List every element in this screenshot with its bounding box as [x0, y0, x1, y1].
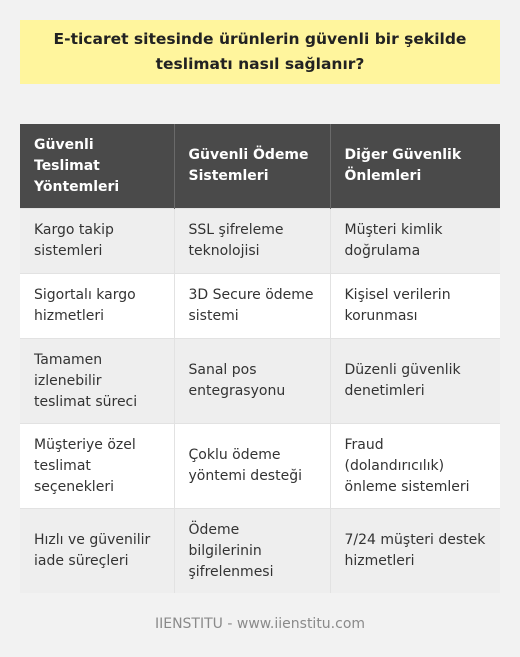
table-cell: 3D Secure ödeme sistemi — [174, 274, 330, 339]
table-row — [20, 339, 500, 424]
table-cell: Sigortalı kargo hizmetleri — [20, 274, 174, 339]
table-row — [20, 509, 500, 594]
table-header-row — [20, 124, 500, 209]
table-cell: SSL şifreleme teknolojisi — [174, 209, 330, 274]
table-cell: Müşteriye özel teslimat seçenekleri — [20, 424, 174, 509]
table-row — [20, 424, 500, 509]
column-header-other: Diğer Güvenlik Önlemleri — [330, 124, 500, 209]
table-cell: Ödeme bilgilerinin şifrelenmesi — [174, 509, 330, 594]
page-title: E-ticaret sitesinde ürünlerin güvenli bir şekilde teslimatı nasıl sağlanır? — [53, 30, 467, 73]
info-table — [20, 124, 500, 593]
table-cell: Düzenli güvenlik denetimleri — [330, 339, 500, 424]
title-banner — [20, 20, 500, 84]
table-cell: Çoklu ödeme yöntemi desteği — [174, 424, 330, 509]
table-cell: Sanal pos entegrasyonu — [174, 339, 330, 424]
footer-credit: IIENSTITU - www.iienstitu.com — [154, 616, 366, 632]
table-cell: Müşteri kimlik doğrulama — [330, 209, 500, 274]
table-cell: Kargo takip sistemleri — [20, 209, 174, 274]
column-header-payment: Güvenli Ödeme Sistemleri — [174, 124, 330, 209]
column-header-delivery: Güvenli Teslimat Yöntemleri — [20, 124, 174, 209]
table-cell: 7/24 müşteri destek hizmetleri — [330, 509, 500, 594]
table-row — [20, 274, 500, 339]
table-cell: Tamamen izlenebilir teslimat süreci — [20, 339, 174, 424]
table-cell: Kişisel verilerin korunması — [330, 274, 500, 339]
table-cell: Fraud (dolandırıcılık) önleme sistemleri — [330, 424, 500, 509]
table-row — [20, 209, 500, 274]
table-cell: Hızlı ve güvenilir iade süreçleri — [20, 509, 174, 594]
